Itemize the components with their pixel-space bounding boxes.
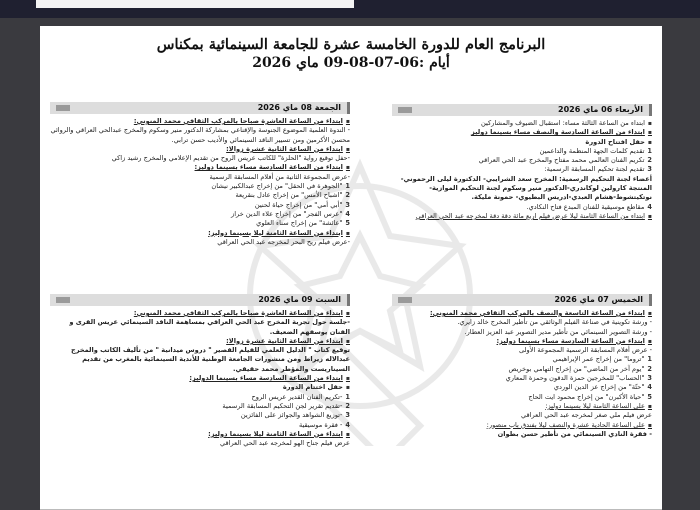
program-line: ▪ ابتداء من الساعة الثامنة ليلا بسينما دوليز: [208, 228, 350, 237]
program-title: البرنامج العام للدورة الخامسة عشرة للجامعة السينمائية بمكناس [156, 36, 546, 53]
day-header [50, 102, 350, 114]
program-line: -عرض المجموعة الثانية من أفلام المسابقة الرسمية [209, 172, 350, 181]
program-line: ▪ ابتداء من الساعة الثانية عشرة زوالا: [226, 336, 350, 345]
day-title: الأربعاء 06 ماي 2026 [558, 105, 643, 115]
program-line: -جلسة حول تجربة المخرج عبد الحي العراقي بمساهمة الناقد السينمائي عريس القرى و الفنان يوسفهم الضعيف. [69, 318, 350, 336]
program-line: ▪ على الساعة الثامنة ليلا بسينما دوليز: [545, 401, 652, 410]
list-item: 5 "حياة الأكبرن" من إخراج محمود ايت الحاج [528, 392, 652, 401]
program-line: - فقرة النادي السينمائي من تأطير حسن بطوان [497, 429, 652, 438]
list-item: 3 تقديم لجنة تحكيم المسابقة الرسمية: [544, 165, 652, 174]
program-line: عرض فيلم جناح الهو لمخرجه عبد الحي العراقي [220, 439, 350, 448]
list-item: 1 "تروما" من إخراج عمر الإبراهيمي [552, 355, 652, 364]
program-line: عرض فيلم ملي صغر لمخرجه عبد الحي العراقي [520, 411, 652, 420]
program-line: ▪ ابتداء من الساعة الثامنة ليلا بسينما دوليز: [208, 429, 350, 438]
program-line: ▪ حفل اختتام الدورة [282, 383, 350, 392]
list-item: 2 "اشباح الأمس" من إخراج عادل بنقريعة [235, 191, 350, 200]
day-title: الخميس 07 ماي 2026 [554, 295, 643, 305]
list-item: 2 تكريم الفنان العالمي محمد مفتاح والمخرج عبد الحي العراقي [478, 156, 652, 165]
previous-page-edge [36, 0, 354, 8]
day-block-saturday [50, 294, 350, 448]
program-line: ▪ ابتداء من الساعة السادسة والنصف مساء بسينما دوليز [471, 128, 652, 137]
day-block-wednesday [392, 104, 652, 221]
list-item: 1 "الجوهرة في الحقل" من إخراج عبدالكبير نيشان [211, 182, 350, 191]
list-item: 2 "يوم آخر من الماضي" من إخراج التهامي بوخريص [508, 364, 652, 373]
day-header [392, 294, 652, 306]
program-line: ▪ ابتداء من الساعة التاسعة والنصف بالمركب الثقافي محمد المنوني: [430, 309, 652, 317]
program-line: ▪ ابتداء من الساعة العاشرة صباحا بالمركب الثقافي محمد المنوني: [133, 117, 350, 125]
header-tab [398, 297, 412, 303]
day-block-thursday [392, 294, 652, 439]
list-item: 4 "عرس الفجر" من إخراج علاء الدين خراز [231, 209, 350, 218]
program-line: - ورشة التصوير السينمائي من تأطير مدير التصوير عبد العزيز العطار. [464, 327, 652, 336]
list-item: 4 - فقرة موسيقية [298, 420, 350, 429]
header [40, 36, 662, 71]
background-top-band [0, 0, 700, 18]
day-header [50, 294, 350, 306]
program-line: توقيع كتاب " الدليل العلمي للفيلم القصير " دروس ميدانية " من تأليف الكاتب والمخرج عبدالاله زيراط ومن منشورات الجامعة الوطنية للأندية السينمائية بالمغرب من تقديم السيناريست والمؤطر محمد حقيقي. [70, 346, 350, 373]
day-title: السبت 09 ماي 2026 [258, 295, 341, 305]
program-line: - ورشة تكوينية في صناعة الفيلم الوثائقي من تأطير المخرج خالد زايري. [457, 318, 652, 327]
day-title: الجمعة 08 ماي 2026 [257, 103, 341, 113]
day-header [392, 104, 652, 116]
program-sheet [40, 26, 662, 510]
jury-members: أعضاء لجنة التحكيم الرسمية: المخرج سعد الشرايبي- الدكتورة ليلى الرحموني-المنتجة كارولين لوكاندري-الدكتور منير وسكوم لجنة التحكيم الموازية- نوتكيتشوط-هشام العبدي-ادريس البطيوي- حمونة مليكة. [400, 174, 652, 202]
program-line: ▪ ابتداء من الساعة الثامنة ليلا عرض فيلم اربع مائة دقة دقة لمخرجه عبد الحي العراقي [415, 211, 652, 220]
header-tab [56, 105, 70, 111]
program-line: ▪ ابتداء من الساعة العاشرة صباحا بالمركب الثقافي محمد المنوني: [133, 309, 350, 317]
list-item: 3 "أبي أمي" من إخراج حياة لحنين [254, 200, 350, 209]
list-item: 1 تقديم كلمات الجهة المنظمة والداعمين [539, 146, 652, 155]
program-line: ▪ ابتداء من الساعة السادسة مساء بسينما دوليز: [194, 163, 350, 172]
list-item: 3 "الحساب" للمخرجين حمزة الدقون وحمزة المعاري [505, 374, 652, 383]
day-block-friday [50, 102, 350, 247]
list-item: 3 -توزيع الشواهد والجوائز على الفائزين [240, 411, 350, 420]
program-line: - عرض أفلام المسابقة الرسمية المجموعة الأولى [519, 346, 652, 355]
list-item: 2 -تقديم تقرير لجن التحكيم المسابقة الرسمية [222, 401, 350, 410]
list-item: 1 -تكريم الفنان القدير عريس الروح [251, 392, 350, 401]
program-line: ▪ ابتداء من الساعة السادسة مساء بسينما دوليز: [496, 336, 652, 345]
header-tab [56, 297, 70, 303]
program-line: - الندوة العلمية الموضوع الجنوسة والإقناعي بمشاركة الدكتور منير وسكوم والمخرج عبدالحي العراقي والروائي محسن الأكرمين ومن تسيير الناقد السينمائي والأديب حسن ترابي. [50, 126, 350, 144]
program-line: -حفل توقيع رواية "الحلزة" للكاتب عريس الروح من تقديم الإعلامي والمخرج رشيد زاكي [111, 154, 350, 163]
program-line: -عرض فيلم ريح البحر لمخرجه عبد الحي العراقي [217, 237, 350, 246]
program-line: ▪ على الساعة الحادية عشرة والنصف ليلا بفندق باب منصور: [486, 420, 652, 429]
list-item: 5 "عائشة" من إخراج سناء العلوي [256, 219, 350, 228]
list-item: 4 مقاطع موسيقية للفنان المبدع فتاح النكادي. [526, 202, 652, 211]
program-line: ▪ حفل افتتاح الدورة [585, 137, 652, 146]
header-tab [398, 107, 412, 113]
list-item: 4 "حتّة" من إخراج عز الدين الوردي [553, 383, 652, 392]
program-line: ▪ ابتداء من الساعة السادسة مساء بسينما الدوليز: [189, 374, 350, 383]
program-line: ▪ ابتداء من الساعة الثالثة مساء: استقبال الضيوف والمشاركين [481, 119, 652, 127]
festival-dates: أيام :06-07-08-09 ماي 2026 [252, 55, 450, 71]
program-line: ▪ ابتداء من الساعة الثانية عشرة زوالا: [226, 144, 350, 153]
